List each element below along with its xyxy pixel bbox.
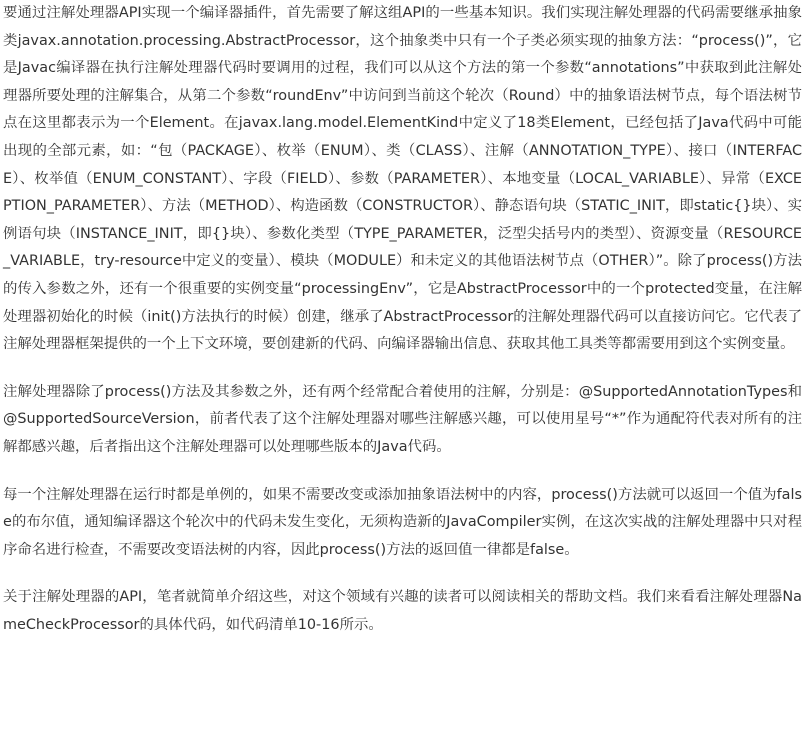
paragraph-supported-annotations: 注解处理器除了process()方法及其参数之外，还有两个经常配合着使用的注解，分别是：@SupportedAnnotationTypes和@SupportedSourceVersion，前者代表了这个注解处理器对哪些注解感兴趣，可以使用星号“*”作为通配符代表对所有的注解都感兴趣，后者指出这个注解处理器可以处理哪些版本的Java代码。 xyxy=(3,383,802,455)
paragraph-code-listing-intro: 关于注解处理器的API，笔者就简单介绍这些，对这个领域有兴趣的读者可以阅读相关的帮助文档。我们来看看注解处理器NameCheckProcessor的具体代码，如代码清单10-16所示。 xyxy=(3,589,802,633)
paragraph-process-return-value: 每一个注解处理器在运行时都是单例的，如果不需要改变或添加抽象语法树中的内容，process()方法就可以返回一个值为false的布尔值，通知编译器这个轮次中的代码未发生变化，无须构造新的JavaCompiler实例，在这次实战的注解处理器中只对程序命名进行检查，不需要改变语法树的内容，因此process()方法的返回值一律都是false。 xyxy=(3,486,802,558)
paragraph-element-api-intro: 要通过注解处理器API实现一个编译器插件，首先需要了解这组API的一些基本知识。我们实现注解处理器的代码需要继承抽象类javax.annotation.processing.AbstractProcessor，这个抽象类中只有一个子类必须实现的抽象方法：“process()”，它是Javac编译器在执行注解处理器代码时要调用的过程，我们可以从这个方法的第一个参数“annotations”中获取到此注解处理器所要处理的注解集合，从第二个参数“roundEnv”中访问到当前这个轮次（Round）中的抽象语法树节点，每个语法树节点在这里都表示为一个Element。在javax.lang.model.ElementKind中定义了18类Element，已经包括了Java代码中可能出现的全部元素，如：“包（PACKAGE）、枚举（ENUM）、类（CLASS）、注解（ANNOTATION_TYPE）、接口（INTERFACE）、枚举值（ENUM_CONSTANT）、字段（FIELD）、参数（PARAMETER）、本地变量（LOCAL_VARIABLE）、异常（EXCEPTION_PARAMETER）、方法（METHOD）、构造函数（CONSTRUCTOR）、静态语句块（STATIC_INIT，即static{}块）、实例语句块（INSTANCE_INIT，即{}块）、参数化类型（TYPE_PARAMETER，泛型尖括号内的类型）、资源变量（RESOURCE_VARIABLE，try-resource中定义的变量）、模块（MODULE）和未定义的其他语法树节点（OTHER）”。除了process()方法的传入参数之外，还有一个很重要的实例变量“processingEnv”，它是AbstractProcessor中的一个protected变量，在注解处理器初始化的时候（init()方法执行的时候）创建，继承了AbstractProcessor的注解处理器代码可以直接访问它。它代表了注解处理器框架提供的一个上下文环境，要创建新的代码、向编译器输出信息、获取其他工具类等都需要用到这个实例变量。 xyxy=(3,5,802,353)
